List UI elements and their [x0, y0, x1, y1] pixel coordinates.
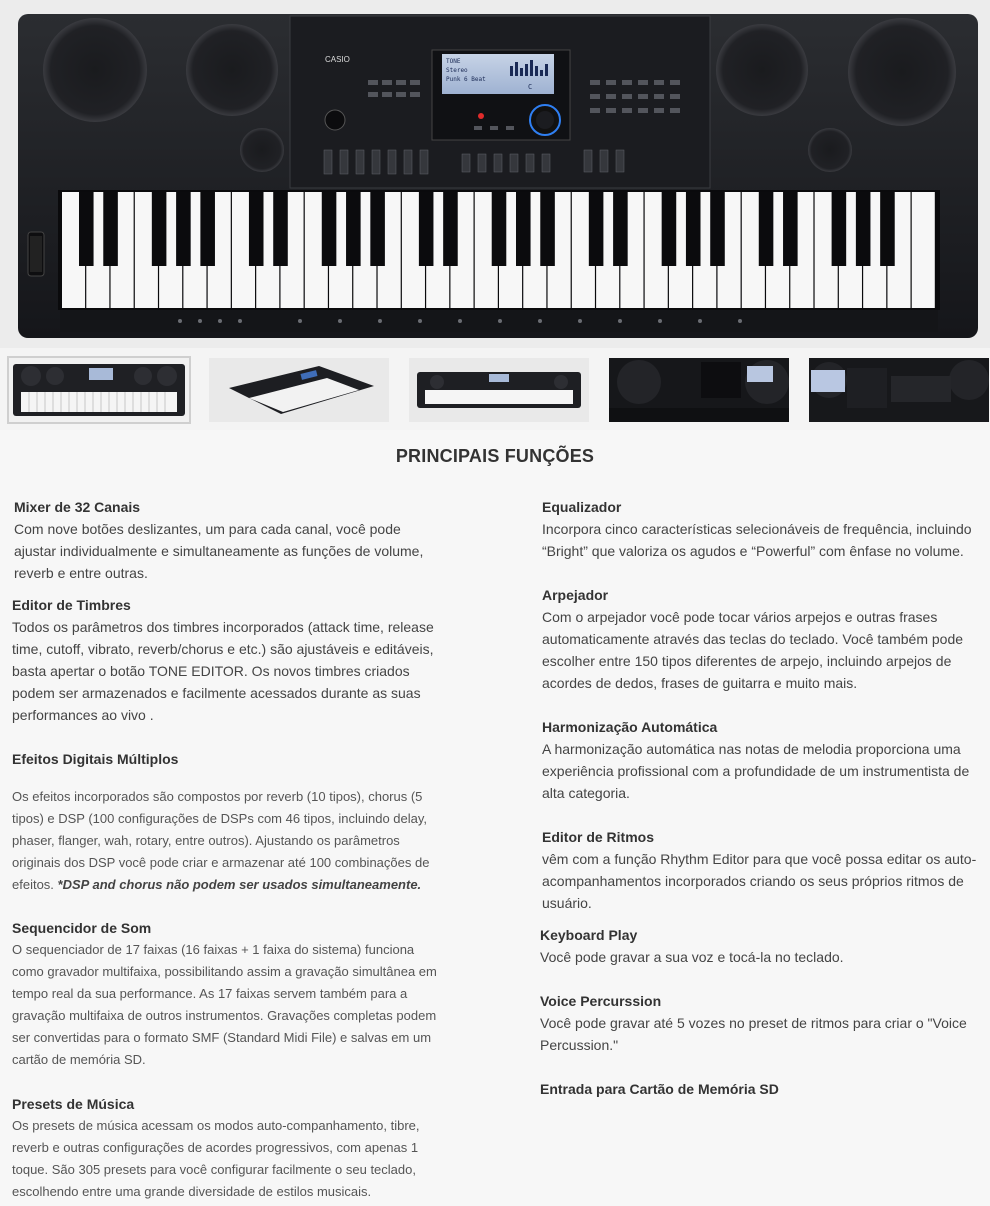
- feature-rhythm-editor: [542, 826, 986, 914]
- black-key: [346, 192, 361, 266]
- feature-line: podem ser armazenados e facilmente acessados durante as suas: [12, 685, 421, 701]
- feature-line: reverb e outras configurações de acordes progressivos, com apenas 1: [12, 1140, 419, 1155]
- black-key: [662, 192, 677, 266]
- black-key: [759, 192, 774, 266]
- feature-title: Harmonização Automática: [542, 719, 718, 735]
- feature-title: Entrada para Cartão de Memória SD: [540, 1081, 779, 1097]
- feature-line: Os efeitos incorporados são compostos por reverb (10 tipos), chorus (5: [12, 789, 423, 804]
- black-key: [443, 192, 458, 266]
- black-key: [103, 192, 118, 266]
- feature-keyboard-play: [540, 924, 980, 968]
- feature-line: ajustar individualmente e simultaneamente as funções de volume,: [14, 543, 424, 559]
- feature-line: Você pode gravar até 5 vozes no preset de ritmos para criar o "Voice: [540, 1015, 967, 1031]
- thumbnail-perspective[interactable]: [209, 358, 389, 422]
- feature-line: “Bright” que valoriza os agudos e “Powerful” com ênfase no volume.: [542, 543, 964, 559]
- feature-line: Percussion.": [540, 1037, 619, 1053]
- keyboard-illustration: [0, 0, 990, 348]
- black-key: [613, 192, 628, 266]
- feature-title: Equalizador: [542, 499, 622, 515]
- feature-title: Arpejador: [542, 587, 609, 603]
- feature-line: escolher entre 150 tipos diferentes de arpejo, incluindo arpejos de: [542, 653, 952, 669]
- black-key: [200, 192, 215, 266]
- feature-line: escolhendo entre uma grande diversidade de estilos musicais.: [12, 1184, 372, 1199]
- feature-title: Voice Percurssion: [540, 993, 662, 1009]
- feature-arpeggiator: [542, 584, 982, 694]
- speaker-left-2: [186, 24, 278, 116]
- feature-line: Com nove botões deslizantes, um para cada canal, você pode: [14, 521, 401, 537]
- feature-line: tempo real da sua performance. As 17 faixas servem também para a: [12, 986, 408, 1001]
- feature-line: toque. São 305 presets para você configurar facilmente o seu teclado,: [12, 1162, 416, 1177]
- feature-line: Incorpora cinco características selecionáveis de frequência, incluindo: [542, 521, 972, 537]
- black-key: [79, 192, 94, 266]
- feature-line: originais dos DSP você pode criar e armazenar até 100 combinações de: [12, 855, 430, 870]
- feature-note: *DSP and chorus não podem ser usados simultaneamente.: [57, 877, 422, 892]
- feature-line: time, cutoff, vibrato, reverb/chorus e etc.) são ajustáveis e editáveis,: [12, 641, 434, 657]
- black-key: [176, 192, 191, 266]
- casio-logo: CASIO: [325, 55, 350, 64]
- black-key: [249, 192, 264, 266]
- feature-digital-effects: [12, 748, 452, 896]
- feature-title: Efeitos Digitais Múltiplos: [12, 751, 179, 767]
- black-key: [540, 192, 555, 266]
- feature-line: experiência profissional com a profundidade de um instrumentista de: [542, 763, 970, 779]
- black-key: [516, 192, 531, 266]
- features-section: [0, 430, 990, 1206]
- feature-line: tipos) e DSP (100 configurações de DSPs com 46 tipos, incluindo delay,: [12, 811, 428, 826]
- feature-line: efeitos. *DSP and chorus não podem ser usados simultaneamente.: [12, 877, 422, 892]
- feature-line: alta categoria.: [542, 785, 630, 801]
- thumbnail-panel-detail[interactable]: [609, 358, 789, 422]
- thumbnail-back[interactable]: [409, 358, 589, 422]
- black-key: [710, 192, 725, 266]
- black-key: [322, 192, 337, 266]
- section-title: PRINCIPAIS FUNÇÕES: [395, 446, 595, 466]
- feature-line: acompanhamentos incorporados criando os seus próprios ritmos de: [542, 873, 964, 889]
- feature-line: Com o arpejador você pode tocar vários arpejos e outras frases: [542, 609, 938, 625]
- feature-line: A harmonização automática nas notas de melodia proporciona uma: [542, 741, 961, 757]
- feature-line: ser convertidas para o formato SMF (Standard Midi File) e salvas em um: [12, 1030, 432, 1045]
- feature-tone-editor: [12, 594, 452, 726]
- thumbnail-display-detail[interactable]: [809, 358, 989, 422]
- speaker-left-1: [43, 18, 147, 122]
- feature-line: usuário.: [542, 895, 592, 911]
- thumbnail-strip: [0, 348, 990, 430]
- feature-mixer: [14, 496, 454, 584]
- feature-title: Presets de Música: [12, 1096, 135, 1112]
- feature-line: phaser, flanger, wah, rotary, entre outros). Ajustando os parâmetros: [12, 833, 400, 848]
- black-key: [492, 192, 507, 266]
- black-key: [783, 192, 798, 266]
- black-key: [686, 192, 701, 266]
- black-key: [419, 192, 434, 266]
- feature-line: acordes de dedos, frases de guitarra e muito mais.: [542, 675, 858, 691]
- black-key: [832, 192, 847, 266]
- product-main-image: [0, 0, 990, 348]
- feature-line: cartão de memória SD.: [12, 1052, 146, 1067]
- feature-title: Editor de Timbres: [12, 597, 131, 613]
- feature-music-presets: [12, 1093, 452, 1203]
- black-key: [152, 192, 167, 266]
- feature-line: O sequenciador de 17 faixas (16 faixas + 1 faixa do sistema) funciona: [12, 942, 415, 957]
- speaker-right-2: [848, 18, 956, 126]
- black-key: [273, 192, 288, 266]
- feature-line: como gravador multifaixa, possibilitando assim a gravação simultânea em: [12, 964, 437, 979]
- feature-line: vêm com a função Rhythm Editor para que você possa editar os auto-: [542, 851, 977, 867]
- black-key: [370, 192, 385, 266]
- feature-title: Mixer de 32 Canais: [14, 499, 141, 515]
- feature-line: reverb e entre outras.: [14, 565, 148, 581]
- black-key: [589, 192, 604, 266]
- white-key: [912, 192, 935, 308]
- svg-text:TONE: TONE: [446, 58, 461, 65]
- svg-text:C: C: [528, 83, 533, 91]
- feature-auto-harmonize: [542, 716, 982, 804]
- feature-title: Keyboard Play: [540, 927, 638, 943]
- speaker-right-1: [716, 24, 808, 116]
- feature-line: Você pode gravar a sua voz e tocá-la no teclado.: [540, 949, 844, 965]
- feature-title: Editor de Ritmos: [542, 829, 655, 845]
- feature-title: Sequencidor de Som: [12, 920, 152, 936]
- svg-text:Stereo: Stereo: [446, 67, 468, 74]
- feature-line: basta apertar o botão TONE EDITOR. Os novos timbres criados: [12, 663, 410, 679]
- svg-text:Punk 6 Beat: Punk 6 Beat: [446, 76, 486, 83]
- feature-voice-percussion: [540, 990, 980, 1056]
- feature-line: automaticamente através das teclas do teclado. Você também pode: [542, 631, 964, 647]
- black-key: [880, 192, 895, 266]
- feature-equalizer: [542, 496, 982, 562]
- feature-line: performances ao vivo .: [12, 707, 154, 723]
- feature-line: Os presets de música acessam os modos auto-companhamento, tibre,: [12, 1118, 420, 1133]
- feature-line: gravação multifaixa de outros instrumentos. Gravações completas podem: [12, 1008, 437, 1023]
- thumbnail-front[interactable]: [9, 358, 189, 422]
- feature-sd-card: [540, 1078, 980, 1100]
- feature-line: Todos os parâmetros dos timbres incorporados (attack time, release: [12, 619, 434, 635]
- black-key: [856, 192, 871, 266]
- feature-sequencer: [12, 917, 452, 1071]
